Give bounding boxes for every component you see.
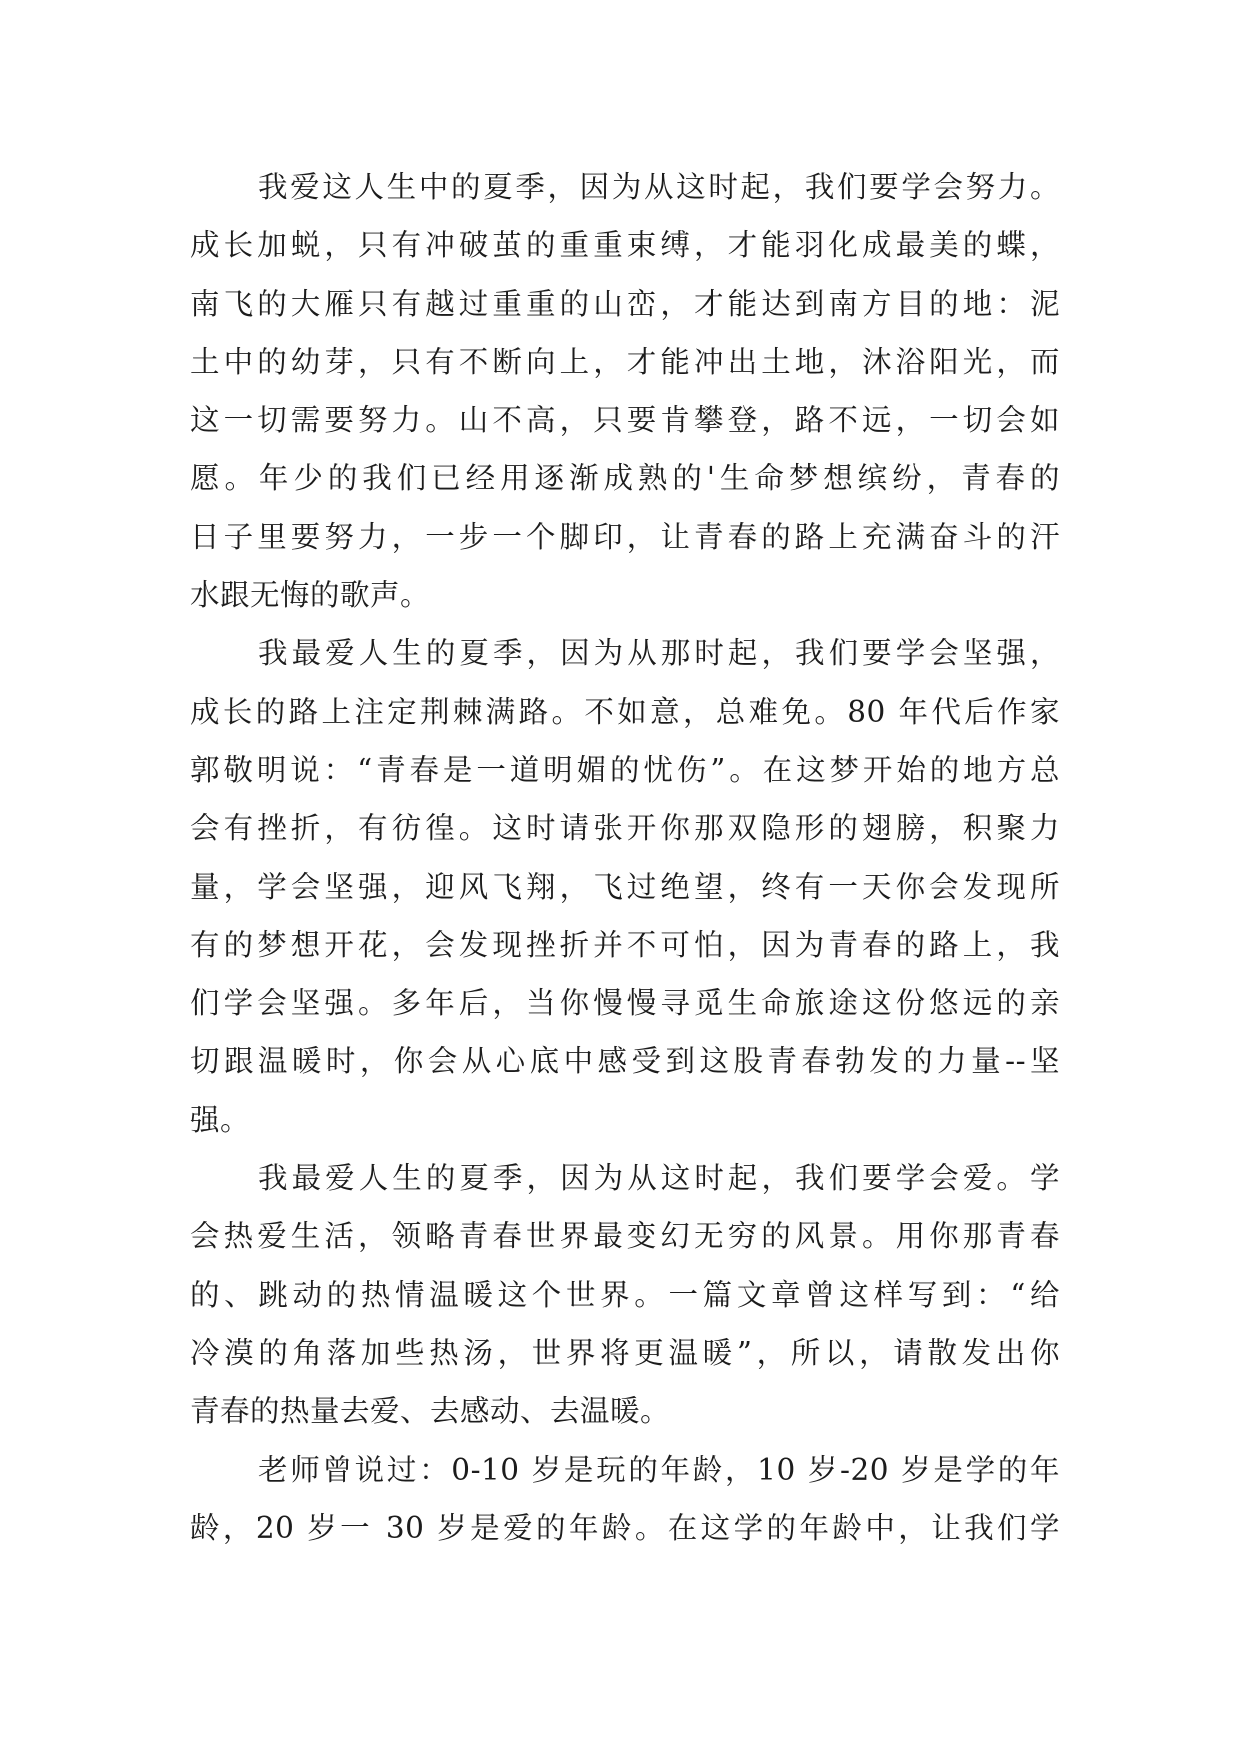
text-line: 有的梦想开花，会发现挫折并不可怕，因为青春的路上，我	[190, 927, 1060, 962]
text-line: 成长的路上注定荆棘满路。不如意，总难免。80 年代后作家	[190, 694, 1060, 729]
text-line: 的、跳动的热情温暖这个世界。一篇文章曾这样写到：“给	[190, 1277, 1060, 1312]
body-text	[190, 158, 1060, 1557]
paragraph-love	[190, 1149, 1060, 1440]
text-line: 老师曾说过：0-10 岁是玩的年龄，10 岁-20 岁是学的年	[258, 1452, 1060, 1487]
text-line: 冷漠的角落加些热汤，世界将更温暖”，所以，请散发出你	[190, 1335, 1060, 1370]
text-line: 们学会坚强。多年后，当你慢慢寻觅生命旅途这份悠远的亲	[190, 986, 1060, 1021]
text-line: 我最爱人生的夏季，因为从那时起，我们要学会坚强，	[258, 636, 1060, 671]
text-line: 会有挫折，有彷徨。这时请张开你那双隐形的翅膀，积聚力	[190, 811, 1060, 846]
text-line: 会热爱生活，领略青春世界最变幻无穷的风景。用你那青春	[190, 1219, 1060, 1254]
text-line: 切跟温暖时，你会从心底中感受到这股青春勃发的力量--坚	[190, 1044, 1060, 1079]
paragraph-strength	[190, 624, 1060, 1149]
text-line: 龄，20 岁一 30 岁是爱的年龄。在这学的年龄中，让我们学	[190, 1510, 1060, 1545]
text-line: 这一切需要努力。山不高，只要肯攀登，路不远，一切会如	[190, 403, 1060, 438]
text-line: 量，学会坚强，迎风飞翔，飞过绝望，终有一天你会发现所	[190, 869, 1060, 904]
text-line: 日子里要努力，一步一个脚印，让青春的路上充满奋斗的汗	[190, 519, 1060, 554]
text-line: 土中的幼芽，只有不断向上，才能冲出土地，沐浴阳光，而	[190, 344, 1060, 379]
paragraph-effort	[190, 158, 1060, 624]
text-line: 南飞的大雁只有越过重重的山峦，才能达到南方目的地：泥	[190, 286, 1060, 321]
text-line: 青春的热量去爱、去感动、去温暖。	[190, 1394, 671, 1429]
text-line: 强。	[190, 1102, 251, 1137]
text-line: 成长加蜕，只有冲破茧的重重束缚，才能羽化成最美的蝶，	[190, 228, 1060, 263]
text-line: 我爱这人生中的夏季，因为从这时起，我们要学会努力。	[258, 170, 1060, 204]
text-line: 我最爱人生的夏季，因为从这时起，我们要学会爱。学	[258, 1161, 1060, 1196]
text-line: 水跟无悔的歌声。	[190, 578, 431, 613]
text-line: 郭敬明说：“青春是一道明媚的忧伤”。在这梦开始的地方总	[190, 752, 1060, 787]
paragraph-teacher	[190, 1441, 1060, 1558]
text-line: 愿。年少的我们已经用逐渐成熟的'生命梦想缤纷，青春的	[190, 461, 1060, 496]
